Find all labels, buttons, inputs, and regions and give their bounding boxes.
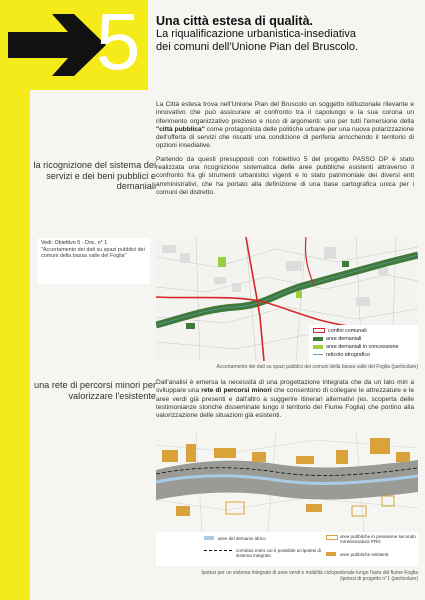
legend-item-planned-public-areas: aree pubbliche in previsione secondo mmessiciatura PRG: [340, 534, 416, 544]
intro-text: [156, 101, 414, 202]
legend-item-integration-corridor: corridoio entro cui è possibile un'ipotesi di sistema integrato: [236, 548, 332, 558]
legend-item-concession-areas: aree demaniali in concessione: [313, 343, 399, 351]
legend-item-state-areas: aree demaniali: [313, 335, 361, 343]
map1-legend: [309, 325, 418, 363]
objective-number: 5: [96, 0, 141, 86]
section2-paragraph: Dall'analisi è emersa la necessità di una progettazione integrata che da un lato miri a sviluppare una rete di percorsi minori che consentono di collegare le attrezzature e le aree verdi già presenti e dall'altro a suggerire itinerari alternativi (es. scoperta delle testimonianze storiche disseminate lungo il territorio del Fiume Foglia) che portino alla valorizzazione delle situazioni già esistenti.: [156, 379, 414, 420]
section2-text: [156, 379, 414, 425]
legend-item-boundaries: confini comunali: [313, 327, 367, 335]
legend-item-water-network: reticolo idrografico: [313, 351, 370, 359]
intro-paragraph-2: Partendo da questi presupposti con l'obiettivo 5 del progetto PASSO DP è stato realizzata una ricognizione sistematica delle aree pubbliche esistenti attraverso il confronto fra gli strumenti urbanistici vigenti e lo stato patrimoniale dei diversi enti amministrativi, che ha portato alla definizione di una base cartografica unica per i comuni del distretto.: [156, 155, 414, 196]
section1-heading: la ricognizione del sistema dei servizi e dei beni pubblici e demaniali: [33, 160, 156, 191]
page-subtitle-1: La riqualificazione urbanistica-insediativa: [156, 28, 356, 40]
map1-caption: Accertamento dei dati su spazi pubblici dei comuni della bassa valle del Foglia (particolare): [216, 364, 418, 370]
page-title: Una città estesa di qualità.: [156, 14, 313, 28]
section2-heading: una rete di percorsi minori per valorizzare l'esistente: [33, 380, 156, 401]
arrow-right-icon: [8, 14, 106, 76]
yellow-sidebar: [0, 0, 30, 600]
path-network-map: [156, 430, 418, 532]
map2-caption-line1: Ipotesi per un sistema integrato di aree verdi e mobilità ciclopedonale lungo l'asta del fiume Foglia: [201, 570, 418, 576]
reference-box: [38, 238, 150, 284]
reference-title: Vedi: Obiettivo 5 - Doc. n° 1: [41, 240, 108, 246]
map2-legend: [156, 532, 418, 566]
intro-paragraph-1: La Città estesa trova nell'Unione Pian del Bruscolo un soggetto istituzionale rilevante e innovativo che può assicurare al confronto tra il capoluogo e la sua corona un riferimento organizzativo prezioso e ricco di argomenti: uno per tutti l'emersione della "città pubblica" come protagonista delle politiche urbane per una nuova polarizzazione dell'offerta di servizi che riscatti una condizione di periferia arricchendo il territorio di opzioni insediative.: [156, 101, 414, 150]
reference-text: "Accertamento dei dati su spazi pubblici dei comuni della bassa valle del Foglia": [41, 246, 145, 260]
legend-item-existing-public-areas: aree pubbliche esistenti: [340, 552, 388, 557]
page-subtitle-2: dei comuni dell'Unione Pian del Bruscolo.: [156, 40, 359, 53]
legend-item-water-domain: aree del demanio idrico: [218, 536, 266, 541]
page-title-block: [156, 14, 418, 53]
map2-caption-line2: (ipotesi di progetto n°1 (particolare): [339, 576, 418, 582]
